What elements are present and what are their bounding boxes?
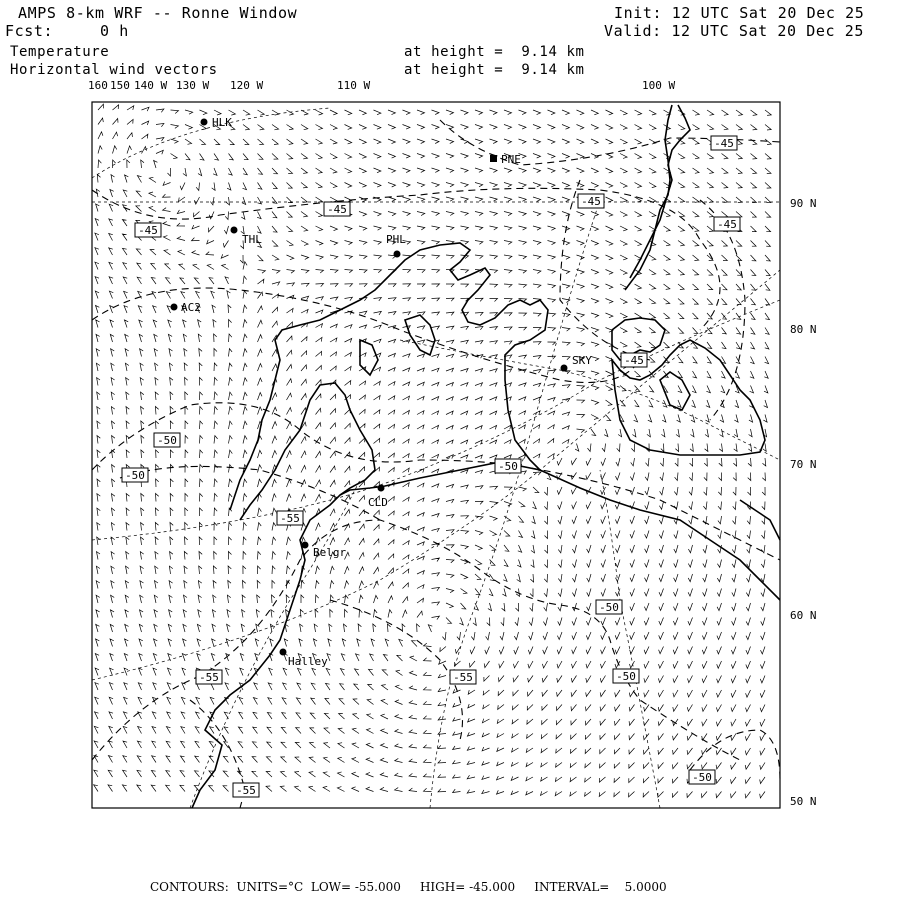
contour-label	[578, 194, 604, 208]
lat-label: 80 N	[790, 323, 817, 336]
station-marker	[171, 304, 178, 311]
contour-minus-55-c	[330, 600, 463, 740]
contour-label	[621, 353, 647, 367]
meridian-arc-2	[430, 200, 600, 808]
field-height-temperature: at height = 9.14 km	[404, 44, 585, 60]
station-marker	[280, 649, 287, 656]
coast-antarctic-peninsula	[625, 105, 672, 290]
station-label: THL	[242, 233, 262, 246]
station-label: HLK	[212, 116, 232, 129]
map-title: AMPS 8-km WRF -- Ronne Window	[18, 4, 298, 22]
contour-label	[613, 669, 639, 683]
temperature-contours	[92, 120, 780, 808]
station-marker	[561, 365, 568, 372]
station-marker	[394, 251, 401, 258]
station-marker	[302, 542, 309, 549]
contour-label-text: -50	[125, 469, 145, 482]
station-label: AC2	[181, 301, 201, 314]
contour-label	[711, 136, 737, 150]
forecast-value: 0 h	[100, 22, 129, 40]
coastlines	[192, 105, 780, 808]
contour-label	[122, 468, 148, 482]
contour-label-text: -55	[199, 671, 219, 684]
contour-minus-50-c	[120, 466, 380, 520]
contour-info: CONTOURS: UNITS=°C LOW= -55.000 HIGH= -45.000 INTERVAL= 5.0000	[150, 880, 667, 894]
station-label: Belgr	[313, 546, 347, 559]
contour-minus-55-a	[92, 520, 740, 760]
station-label: PNE	[501, 153, 521, 166]
init-time: Init: 12 UTC Sat 20 Dec 25	[614, 4, 865, 22]
contour-label	[233, 783, 259, 797]
station-label: PHL	[386, 233, 406, 246]
contour-label-text: -45	[717, 218, 737, 231]
latitude-labels	[790, 197, 817, 808]
contour-label	[714, 217, 740, 231]
station-marker	[201, 119, 208, 126]
contour-label-text: -55	[280, 512, 300, 525]
field-height-wind: at height = 9.14 km	[404, 62, 585, 78]
contour-label-text: -55	[236, 784, 256, 797]
contour-label-text: -45	[624, 354, 644, 367]
contour-label	[154, 433, 180, 447]
meridian-arc-4	[600, 470, 660, 808]
stations	[171, 116, 593, 668]
valid-time: Valid: 12 UTC Sat 20 Dec 25	[604, 22, 865, 40]
station-label: SKY	[572, 354, 592, 367]
lon-label: 100 W	[642, 79, 676, 92]
contour-label	[450, 670, 476, 684]
contour-label-text: -50	[498, 460, 518, 473]
station-marker	[231, 227, 238, 234]
contour-label-text: -50	[692, 771, 712, 784]
contour-label	[689, 770, 715, 784]
coast-island-1	[405, 315, 435, 355]
contour-label-text: -45	[714, 137, 734, 150]
wind-barbs	[94, 104, 772, 798]
lat-label: 50 N	[790, 795, 817, 808]
lon-label: 110 W	[337, 79, 371, 92]
lon-label: 160	[88, 79, 108, 92]
lon-label: 140 W	[134, 79, 168, 92]
contour-label-text: -45	[581, 195, 601, 208]
contour-minus-45-d	[560, 180, 650, 360]
lon-label: 150	[110, 79, 130, 92]
contour-label	[135, 223, 161, 237]
station-label: CLD	[368, 496, 388, 509]
contour-label	[277, 511, 303, 525]
lon-label: 130 W	[176, 79, 210, 92]
lon-label: 120 W	[230, 79, 264, 92]
contour-label-text: -50	[599, 601, 619, 614]
meridian-arc-3	[190, 480, 360, 808]
contour-label-text: -55	[453, 671, 473, 684]
field-name-temperature: Temperature	[10, 44, 110, 60]
contour-label-text: -45	[327, 203, 347, 216]
contour-label-text: -45	[138, 224, 158, 237]
contour-minus-45-c	[92, 288, 640, 383]
longitude-labels	[88, 79, 675, 92]
contour-label	[324, 202, 350, 216]
contour-label	[495, 459, 521, 473]
coast-antarctic-peninsula-b	[630, 105, 690, 278]
station-label: Halley	[288, 655, 328, 668]
wind-vector-field	[94, 104, 772, 798]
forecast-label: Fcst:	[5, 22, 54, 40]
contour-label	[196, 670, 222, 684]
coast-island-3	[660, 372, 690, 410]
station-marker	[490, 155, 497, 162]
contour-label-text: -50	[616, 670, 636, 683]
graticule	[92, 108, 780, 808]
lat-label: 60 N	[790, 609, 817, 622]
field-name-wind: Horizontal wind vectors	[10, 62, 218, 78]
station-marker	[378, 485, 385, 492]
lat-label: 70 N	[790, 458, 817, 471]
coast-edge-east	[740, 500, 780, 540]
contour-label-text: -50	[157, 434, 177, 447]
lat-label: 90 N	[790, 197, 817, 210]
contour-label	[596, 600, 622, 614]
meridian-arc-1	[92, 108, 330, 178]
